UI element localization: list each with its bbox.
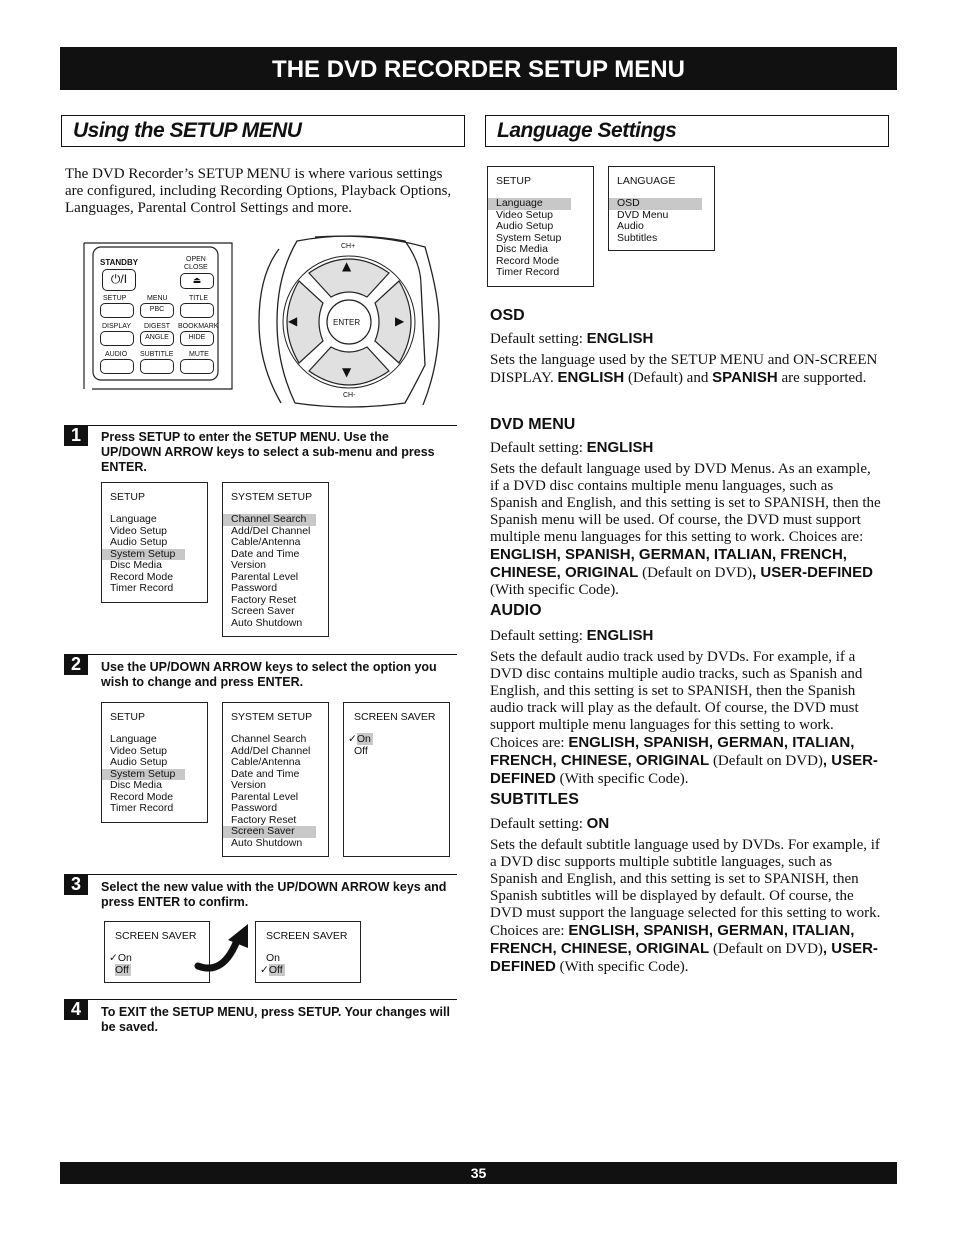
- menu-item-auto-shutdown[interactable]: Auto Shutdown: [231, 616, 303, 629]
- option-off[interactable]: Off: [354, 744, 368, 757]
- menu-item-language[interactable]: Language: [110, 733, 157, 745]
- menu-item-factory-reset[interactable]: Factory Reset: [231, 593, 297, 606]
- text-run: (With specific Code).: [555, 959, 689, 975]
- setup-menu-box-2: [101, 702, 208, 823]
- option-off-label: Off: [268, 963, 283, 976]
- menu-item-video-setup[interactable]: Video Setup: [110, 744, 168, 757]
- step-2-rule: [67, 654, 457, 655]
- text-run-bold: ENGLISH, SPANISH, GERMAN, ITALIAN, FRENCH, CHINESE, ORIGINAL: [490, 922, 855, 957]
- menu-item-audio[interactable]: Audio: [617, 220, 644, 232]
- checkmark-icon: ✓: [348, 733, 357, 745]
- osd-heading: OSD: [490, 307, 525, 324]
- setup-menu-box: [101, 482, 208, 603]
- menu-item-dvd-menu[interactable]: DVD Menu: [617, 208, 669, 221]
- subtitles-description: [490, 837, 882, 976]
- option-off-label: Off: [115, 963, 129, 976]
- step-1-rule: [67, 425, 457, 426]
- ch-minus-label: CH-: [343, 392, 356, 399]
- menu-item-osd[interactable]: OSD: [609, 198, 702, 210]
- step-3-rule: [67, 874, 457, 875]
- text-run-bold: , USER-DEFINED: [752, 564, 873, 581]
- menu-item-cable-antenna[interactable]: Cable/Antenna: [231, 536, 301, 548]
- menu-item-screen-saver[interactable]: Screen Saver: [231, 605, 295, 617]
- right-arrow-button[interactable]: [395, 314, 404, 328]
- setup-menu-title: SETUP: [496, 175, 532, 187]
- system-setup-menu-title: SYSTEM SETUP: [231, 711, 313, 723]
- text-run: Sets the default subtitle language used by DVDs. For example, if a DVD disc supports multiple subtitle languages, such as Spanish and English, and this setting is set to SPANISH, then Spanish subtitles will be displayed by default. Of course, the DVD must support the language selected for this setting to work. Choices are:: [490, 837, 881, 939]
- setup-label: SETUP: [103, 295, 127, 302]
- digest-label: DIGEST: [144, 323, 171, 330]
- subtitles-default: [490, 815, 882, 833]
- menu-item-system-setup[interactable]: System Setup: [102, 769, 185, 781]
- subtitle-button[interactable]: [140, 359, 174, 374]
- text-run-bold: ENGLISH, SPANISH, GERMAN, ITALIAN, FRENCH, CHINESE, ORIGINAL: [490, 734, 855, 769]
- menu-item-timer-record[interactable]: Timer Record: [110, 802, 174, 814]
- osd-default: [490, 330, 882, 348]
- screen-saver-menu-box: [343, 702, 450, 857]
- enter-button[interactable]: ENTER: [333, 318, 361, 327]
- display-button[interactable]: [100, 331, 134, 346]
- system-setup-menu-box: [222, 482, 329, 637]
- option-on-label: On: [117, 952, 132, 964]
- menu-item-auto-shutdown[interactable]: Auto Shutdown: [231, 836, 303, 849]
- menu-item-channel-search[interactable]: Channel Search: [223, 514, 316, 526]
- dvd-menu-default-value: ENGLISH: [586, 439, 654, 456]
- mute-label: MUTE: [189, 351, 209, 358]
- screen-saver-before-title: SCREEN SAVER: [115, 930, 197, 942]
- menu-item-record-mode[interactable]: Record Mode: [110, 790, 174, 803]
- title-button[interactable]: [180, 303, 214, 318]
- menu-item-date-time[interactable]: Date and Time: [231, 547, 300, 560]
- text-run: (Default on DVD): [709, 753, 823, 769]
- default-label: Default setting:: [490, 628, 587, 644]
- power-icon: ⏻/I: [110, 272, 128, 286]
- remote-navigation-pad: [255, 235, 443, 409]
- audio-default-value: ENGLISH: [586, 627, 654, 644]
- text-run-bold: , USER-DEFINED: [490, 752, 878, 787]
- menu-item-audio-setup[interactable]: Audio Setup: [110, 536, 168, 548]
- dvd-menu-default: [490, 439, 882, 457]
- subtitles-default-value: ON: [586, 815, 610, 832]
- menu-item-version[interactable]: Version: [231, 779, 267, 791]
- audio-description: [490, 649, 882, 788]
- menu-item-language[interactable]: Language: [488, 198, 571, 210]
- setup-menu-title: SETUP: [110, 711, 146, 723]
- pbc-label: PBC: [149, 306, 165, 313]
- page-number: 35: [60, 1162, 897, 1184]
- subtitle-label: SUBTITLE: [140, 351, 174, 358]
- menu-item-disc-media[interactable]: Disc Media: [110, 559, 162, 571]
- open-label: OPEN: [186, 256, 206, 263]
- title-label: TITLE: [189, 295, 209, 302]
- default-label: Default setting:: [490, 440, 587, 456]
- option-on-after[interactable]: On: [266, 952, 281, 964]
- checkmark-icon: ✓: [109, 952, 118, 964]
- section-heading-using-setup: Using the SETUP MENU: [61, 115, 465, 147]
- menu-item-audio-setup[interactable]: Audio Setup: [110, 756, 168, 768]
- text-run-bold: ENGLISH: [557, 369, 625, 386]
- menu-item-add-del-channel[interactable]: Add/Del Channel: [231, 744, 311, 757]
- menu-item-password[interactable]: Password: [231, 802, 278, 814]
- ch-plus-label: CH+: [341, 243, 356, 250]
- menu-item-language[interactable]: Language: [110, 513, 157, 525]
- system-setup-menu-title: SYSTEM SETUP: [231, 491, 313, 503]
- default-label: Default setting:: [490, 816, 587, 832]
- menu-item-video-setup[interactable]: Video Setup: [496, 208, 554, 221]
- triangle-up-icon: ▲: [342, 259, 352, 273]
- display-label: DISPLAY: [102, 323, 132, 330]
- page-title: THE DVD RECORDER SETUP MENU: [60, 47, 897, 90]
- bookmark-label: BOOKMARK: [178, 323, 219, 330]
- down-arrow-button[interactable]: [342, 365, 351, 379]
- bookmark-hide-button[interactable]: [180, 331, 214, 346]
- menu-item-disc-media[interactable]: Disc Media: [110, 779, 162, 791]
- close-label: CLOSE: [184, 264, 208, 271]
- language-menu-title: LANGUAGE: [617, 175, 676, 187]
- menu-item-screen-saver[interactable]: Screen Saver: [223, 826, 316, 838]
- step-4-rule: [67, 999, 457, 1000]
- dvd-menu-heading: DVD MENU: [490, 416, 576, 433]
- standby-label: STANDBY: [100, 258, 139, 267]
- audio-button[interactable]: [100, 359, 134, 374]
- menu-item-system-setup[interactable]: System Setup: [102, 549, 185, 561]
- menu-item-record-mode[interactable]: Record Mode: [496, 254, 560, 267]
- menu-item-parental-level[interactable]: Parental Level: [231, 570, 299, 583]
- option-off-after[interactable]: [256, 965, 360, 977]
- step-1-text: Press SETUP to enter the SETUP MENU. Use the UP/DOWN ARROW keys to select a sub-menu and press ENTER.: [101, 430, 435, 474]
- eject-icon: ⏏: [192, 275, 202, 285]
- angle-label: ANGLE: [145, 334, 169, 341]
- text-run: Sets the default audio track used by DVDs. For example, if a DVD disc contains multiple audio tracks, such as Spanish and English, and this setting is set to SPANISH, then the Spanish audio track will play as the default. Of course, the DVD must support multiple menu languages for this setting to work. Choices are:: [490, 649, 863, 751]
- text-run-bold: ENGLISH, SPANISH, GERMAN, ITALIAN, FRENCH, CHINESE, ORIGINAL: [490, 546, 847, 581]
- text-run: are supported.: [777, 370, 867, 386]
- screen-saver-after-title: SCREEN SAVER: [266, 930, 348, 942]
- text-run: (Default on DVD): [638, 565, 753, 581]
- text-run: (With specific Code).: [555, 771, 689, 787]
- menu-pbc-button[interactable]: [140, 303, 174, 318]
- step-3-number: 3: [64, 874, 88, 895]
- language-menu-box: [608, 166, 715, 251]
- menu-item-audio-setup[interactable]: Audio Setup: [496, 220, 554, 232]
- open-close-button[interactable]: [180, 273, 214, 289]
- text-run-bold: SPANISH: [712, 369, 778, 386]
- osd-description: [490, 352, 882, 387]
- standby-button[interactable]: [102, 269, 136, 291]
- menu-item-date-time[interactable]: Date and Time: [231, 767, 300, 780]
- text-run-bold: , USER-DEFINED: [490, 940, 878, 975]
- menu-item-factory-reset[interactable]: Factory Reset: [231, 813, 297, 826]
- menu-item-password[interactable]: Password: [231, 582, 278, 594]
- setup-menu-title: SETUP: [110, 491, 146, 503]
- menu-label: MENU: [147, 295, 168, 302]
- text-run: (Default) and: [624, 370, 713, 386]
- menu-item-system-setup[interactable]: System Setup: [496, 231, 562, 244]
- menu-item-add-del-channel[interactable]: Add/Del Channel: [231, 524, 311, 537]
- step-2-text: Use the UP/DOWN ARROW keys to select the option you wish to change and press ENTER.: [101, 660, 437, 689]
- triangle-right-icon: ▶: [395, 314, 405, 328]
- step-4-number: 4: [64, 999, 88, 1020]
- default-label: Default setting:: [490, 331, 587, 347]
- curved-arrow-icon: [194, 918, 254, 980]
- menu-item-subtitles[interactable]: Subtitles: [617, 231, 658, 244]
- audio-label: AUDIO: [105, 351, 128, 358]
- checkmark-icon: ✓: [260, 963, 269, 976]
- menu-item-timer-record[interactable]: Timer Record: [110, 582, 174, 594]
- text-run: Sets the default language used by DVD Menus. As an example, if a DVD disc contains multiple menu languages, such as Spanish and English, and this setting is set to SPANISH, then the Spanish menu will be used. Of course, the DVD must support multiple menu languages for this setting to work. Choices are:: [490, 461, 881, 545]
- hide-label: HIDE: [188, 334, 206, 341]
- dvd-menu-description: [490, 461, 882, 599]
- step-4-text: To EXIT the SETUP MENU, press SETUP. Your changes will be saved.: [101, 1005, 450, 1034]
- osd-default-value: ENGLISH: [586, 330, 654, 347]
- screen-saver-menu-title: SCREEN SAVER: [354, 711, 436, 723]
- left-arrow-button[interactable]: [288, 314, 297, 328]
- setup-button[interactable]: [100, 303, 134, 318]
- text-run: (Default on DVD): [709, 941, 823, 957]
- system-setup-menu-box-2: [222, 702, 329, 857]
- subtitles-heading: SUBTITLES: [490, 791, 579, 808]
- screen-saver-after-box: [255, 921, 361, 983]
- text-run: Sets the language used by the SETUP MENU and ON-SCREEN DISPLAY.: [490, 352, 878, 386]
- intro-paragraph: The DVD Recorder’s SETUP MENU is where various settings are configured, including Recording Options, Playback Options, Languages, Parental Control Settings and more.: [65, 166, 452, 216]
- menu-item-cable-antenna[interactable]: Cable/Antenna: [231, 756, 301, 768]
- audio-heading: AUDIO: [490, 602, 542, 619]
- menu-item-timer-record[interactable]: Timer Record: [496, 266, 560, 278]
- menu-item-video-setup[interactable]: Video Setup: [110, 524, 168, 537]
- up-arrow-button[interactable]: [342, 259, 351, 273]
- audio-default: [490, 627, 882, 645]
- option-on[interactable]: [344, 734, 449, 746]
- remote-button-panel: [82, 241, 235, 391]
- triangle-left-icon: ◀: [288, 314, 298, 328]
- menu-item-record-mode[interactable]: Record Mode: [110, 570, 174, 583]
- menu-item-version[interactable]: Version: [231, 559, 267, 571]
- mute-button[interactable]: [180, 359, 214, 374]
- step-2-number: 2: [64, 654, 88, 675]
- setup-menu-box-language: [487, 166, 594, 287]
- digest-angle-button[interactable]: [140, 331, 174, 346]
- menu-item-parental-level[interactable]: Parental Level: [231, 790, 299, 803]
- step-1-number: 1: [64, 425, 88, 446]
- option-on-label: On: [356, 733, 371, 745]
- step-3-text: Select the new value with the UP/DOWN ARROW keys and press ENTER to confirm.: [101, 880, 447, 909]
- text-run: (With specific Code).: [490, 582, 619, 598]
- menu-item-channel-search[interactable]: Channel Search: [231, 733, 307, 745]
- section-heading-language-settings: Language Settings: [485, 115, 889, 147]
- menu-item-disc-media[interactable]: Disc Media: [496, 243, 548, 255]
- triangle-down-icon: ▼: [342, 365, 352, 379]
